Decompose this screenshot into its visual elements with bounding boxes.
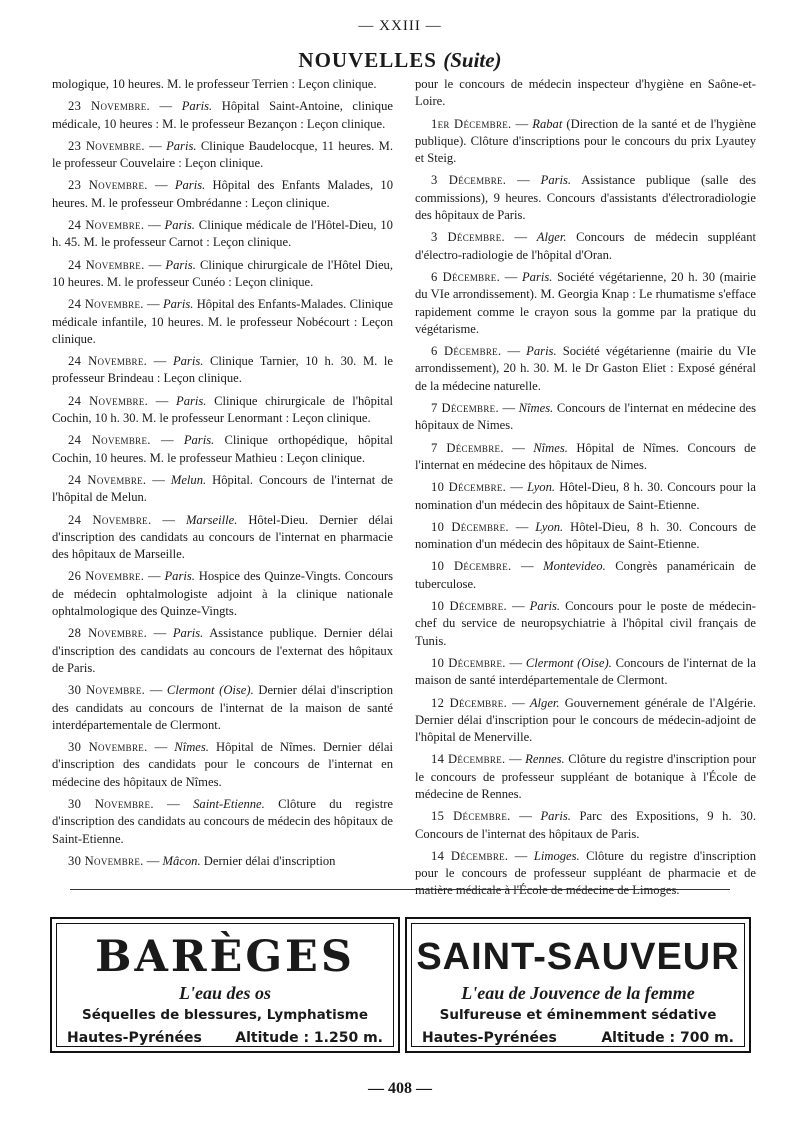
ad-bareges-desc: Séquelles de blessures, Lymphatisme [81, 1007, 369, 1023]
entry-text: Clinique chirurgicale de l'Hôtel Dieu, 10 heures. M. le professeur Cunéo : Leçon clinique. [52, 257, 394, 289]
news-entry: 30 Novembre. — Clermont (Oise). Dernier délai d'inscription des candidats au concours de l'internat de la maison de santé interdépartementale de Clermont. [52, 683, 393, 732]
news-entry: 26 Novembre. — Paris. Hospice des Quinze-Vingts. Concours de médecin ophtalmologiste adjoint à la clinique nationale ophtalmologique des Quinze-Vingts. [52, 569, 393, 619]
entry-text: Concours de médecin suppléant d'électro-radiologie de l'hôpital d'Oran. [415, 230, 757, 262]
news-entry: 10 Décembre. — Clermont (Oise). Concours de l'internat de la maison de santé interdépartementale de Clermont. [415, 655, 756, 688]
entry-text: Concours de l'internat en médecine des hôpitaux de Nimes. [415, 401, 757, 433]
entry-place: Nîmes. [533, 440, 568, 455]
entry-date: 24 Novembre. [68, 393, 149, 408]
entry-place: Montevideo. [543, 559, 606, 574]
entry-date: 10 Décembre. [431, 655, 506, 670]
entry-date: 1er Décembre. [431, 116, 512, 131]
entry-place: Paris. [181, 99, 213, 114]
entry-date: 30 Novembre. [68, 853, 144, 868]
entry-text: Clinique médicale de l'Hôtel-Dieu, 10 h. 45. M. le professeur Carnot : Leçon clinique. [52, 218, 393, 250]
page-number: — 408 — [368, 1080, 432, 1097]
entry-date: 12 Décembre. [431, 695, 508, 710]
entry-text: Hôpital Saint-Antoine, clinique médicale, 10 heures : M. le professeur Bezançon : Leçon clinique. [52, 99, 393, 131]
entry-date: 10 Décembre. [431, 519, 509, 534]
right-column [415, 76, 756, 905]
ad-bareges-slogan: L'eau des os [179, 983, 271, 1003]
entry-date: 30 Novembre. [68, 740, 148, 755]
entry-text: pour le concours de médecin inspecteur d'hygiène en Saône-et-Loire. [415, 77, 756, 109]
entry-place: Paris. [176, 393, 207, 408]
left-column [52, 76, 393, 875]
section-title-text: NOUVELLES [298, 48, 437, 72]
news-entry: 7 Décembre. — Nîmes. Hôpital de Nîmes. Concours de l'internat en médecine des hôpitaux de Nimes. [415, 440, 756, 472]
news-entry: 24 Novembre. — Paris. Clinique orthopédique, hôpital Cochin, 10 heures. M. le professeur Mathieu : Leçon clinique. [52, 433, 393, 465]
entry-place: Lyon. [535, 519, 564, 534]
entry-text: Clinique Tarnier, 10 h. 30. M. le professeur Brindeau : Leçon clinique. [52, 354, 394, 386]
entry-text: Congrès panaméricain de tuberculose. [415, 559, 756, 591]
entry-text: (Direction de la santé et de l'hygiène publique). Clôture d'inscriptions pour le concours du prix Lyautey et Steig. [415, 116, 757, 166]
entry-date: 23 Novembre. [68, 138, 145, 153]
entry-date: 24 Novembre. [68, 257, 145, 272]
news-entry: 6 Décembre. — Paris. Société végétarienne (mairie du VIe arrondissement), 20 h. 30. M. le Dr Gaston Eliet : Exposé général de la médecine naturelle. [415, 344, 756, 393]
news-entry: 24 Novembre. — Marseille. Hôtel-Dieu. Dernier délai d'inscription des candidats au concours de l'internat en pharmacie des hôpitaux de Marseille. [52, 512, 393, 562]
ad-bareges-title: BARÈGES [95, 932, 355, 982]
entry-place: Nîmes. [518, 401, 554, 416]
news-entry: 24 Novembre. — Paris. Clinique médicale de l'Hôtel-Dieu, 10 h. 45. M. le professeur Carnot : Leçon clinique. [52, 218, 393, 250]
news-entry: 30 Novembre. — Mâcon. Dernier délai d'inscription [68, 853, 336, 868]
entry-date: 10 Décembre. [431, 480, 507, 495]
entry-text: Hôpital des Enfants Malades, 10 heures. M. le professeur Ombrédanne : Leçon clinique. [52, 178, 393, 210]
entry-text: Clôture du registre d'inscription pour le concours de professeur suppléant de botanique à l'École de médecine de Rennes. [415, 752, 757, 801]
entry-date: 6 Décembre. [431, 269, 501, 284]
news-entry: 14 Décembre. — Limoges. Clôture du registre d'inscription pour le concours de professeur suppléant de pharmacie et de matière médicale à l'École de médecine de Limoges. [415, 848, 756, 898]
entry-text: Hôpital de Nîmes. Concours de l'internat en médecine des hôpitaux de Nimes. [415, 440, 756, 472]
entry-date: 23 Novembre. [68, 178, 148, 193]
entry-place: Paris. [540, 173, 572, 188]
ad-saint-sauveur-frame [411, 923, 745, 1047]
entry-date: 24 Novembre. [68, 472, 147, 487]
entry-text: Hôtel-Dieu, 8 h. 30. Concours pour la nomination d'un médecin des hôpitaux de Saint-Etienne. [415, 480, 757, 512]
news-entry: 24 Novembre. — Paris. Clinique Tarnier, 10 h. 30. M. le professeur Brindeau : Leçon clinique. [52, 354, 394, 386]
entry-text: Société végétarienne, 20 h. 30 (mairie du VIe arrondissement). M. Georgia Knap : Le rhumatisme s'efface rapidement comme le crayon sous la gomme par la pratique du végétarisme. [415, 269, 757, 336]
entry-place: Rennes. [525, 752, 565, 767]
entry-place: Paris. [165, 257, 196, 272]
entry-place: Paris. [526, 344, 557, 359]
news-entry: 23 Novembre. — Paris. Clinique Baudelocque, 11 heures. M. le professeur Couvelaire : Leçon clinique. [52, 138, 393, 171]
entry-text: mologique, 10 heures. M. le professeur Terrien : Leçon clinique. [52, 77, 377, 91]
ad-bareges-frame [56, 923, 394, 1047]
news-entry: 28 Novembre. — Paris. Assistance publique. Dernier délai d'inscription des candidats au concours de l'externat des hôpitaux de Paris. [52, 626, 394, 675]
entry-text: Concours pour le poste de médecin-chef du service de neuropsychiatrie à l'hôpital civil français de Tunis. [415, 599, 757, 648]
news-entry [52, 76, 393, 93]
entry-date: 14 Décembre. [431, 848, 509, 863]
entry-text: Clinique orthopédique, hôpital Cochin, 10 heures. M. le professeur Mathieu : Leçon clinique. [52, 433, 393, 465]
entry-place: Paris. [166, 138, 197, 153]
entry-place: Paris. [183, 433, 215, 448]
news-entry: 1er Décembre. — Rabat (Direction de la santé et de l'hygiène publique). Clôture d'inscriptions pour le concours du prix Lyautey et Steig. [415, 116, 757, 166]
news-entry: 23 Novembre. — Paris. Hôpital des Enfants Malades, 10 heures. M. le professeur Ombrédanne : Leçon clinique. [52, 178, 393, 210]
entry-date: 24 Novembre. [68, 354, 148, 369]
ad-bareges [50, 917, 400, 1053]
ad-saint-sauveur [405, 917, 751, 1053]
entry-date: 24 Novembre. [68, 433, 151, 448]
entry-date: 24 Novembre. [68, 218, 145, 233]
entry-date: 28 Novembre. [68, 626, 148, 641]
entry-place: Paris. [164, 569, 195, 584]
entry-text: Hôpital. Concours de l'internat de l'hôpital de Melun. [52, 472, 394, 505]
entry-place: Marseille. [185, 512, 238, 527]
entry-text: Concours de l'internat de la maison de santé interdépartementale de Clermont. [415, 655, 756, 688]
entry-date: 15 Décembre. [431, 809, 511, 824]
entry-place: Lyon. [527, 480, 556, 495]
entry-text: Parc des Expositions, 9 h. 30. Concours de l'internat des hôpitaux de Paris. [415, 809, 756, 841]
entry-date: 6 Décembre. [431, 344, 502, 359]
news-entry: 3 Décembre. — Paris. Assistance publique (salle des commissions), 9 heures. Concours d'assistants d'électroradiologie des hôpitaux de Paris. [415, 173, 756, 223]
entry-place: Paris. [540, 809, 571, 824]
ad-saint-sauveur-desc: Sulfureuse et éminemment sédative [439, 1007, 717, 1023]
news-entry: 30 Novembre. — Saint-Etienne. Clôture du registre d'inscription des candidats au concours de médecin des hôpitaux de Saint-Etienne. [52, 796, 393, 846]
entry-place: Paris. [162, 297, 194, 312]
entry-text: Dernier délai d'inscription [203, 853, 336, 868]
ad-bareges-region: Hautes-Pyrénées [67, 1030, 202, 1046]
ad-saint-sauveur-altitude: Altitude : 700 m. [601, 1030, 734, 1046]
entry-text: Gouvernement générale de l'Algérie. Dernier délai d'inscription pour le concours de médecin-adjoint de l'hôpital de Menerville. [415, 695, 757, 745]
entry-place: Nîmes. [174, 740, 209, 755]
entry-text: Dernier délai d'inscription des candidats au concours de l'internat de la maison de santé interdépartementale de Clermont. [52, 683, 393, 732]
news-entry: 23 Novembre. — Paris. Hôpital Saint-Antoine, clinique médicale, 10 heures : M. le professeur Bezançon : Leçon clinique. [52, 99, 393, 131]
ad-bareges-footer [57, 1026, 393, 1046]
divider-rule [70, 889, 730, 890]
entry-text: Assistance publique (salle des commissions), 9 heures. Concours d'assistants d'électroradiologie des hôpitaux de Paris. [415, 173, 756, 223]
entry-date: 26 Novembre. [68, 569, 145, 584]
news-entry [415, 76, 756, 111]
ad-saint-sauveur-region: Hautes-Pyrénées [422, 1030, 557, 1046]
entry-place: Melun. [170, 472, 207, 487]
news-entry: 15 Décembre. — Paris. Parc des Expositions, 9 h. 30. Concours de l'internat des hôpitaux de Paris. [415, 809, 756, 841]
entry-date: 24 Novembre. [68, 512, 152, 527]
section-title [0, 48, 800, 73]
entry-place: Clermont (Oise). [166, 683, 254, 698]
entry-place: Saint-Etienne. [193, 796, 265, 811]
news-entry: 3 Décembre. — Alger. Concours de médecin suppléant d'électro-radiologie de l'hôpital d'Oran. [415, 230, 757, 262]
entry-date: 30 Novembre. [68, 796, 154, 811]
entry-text: Hôtel-Dieu. Dernier délai d'inscription des candidats au concours de l'internat en pharmacie des hôpitaux de Marseille. [52, 512, 393, 562]
news-entry: 24 Novembre. — Paris. Clinique chirurgicale de l'hôpital Cochin, 10 h. 30. M. le professeur Lenormant : Leçon clinique. [52, 393, 393, 426]
news-entry: 10 Décembre. — Lyon. Hôtel-Dieu, 8 h. 30. Concours de nomination d'un médecin des hôpitaux de Saint-Etienne. [415, 519, 757, 552]
entry-text: Clôture du registre d'inscription pour le concours de professeur suppléant de pharmacie et de matière médicale à l'École de médecine de Limoges. [415, 848, 756, 898]
entry-place: Paris. [172, 626, 204, 641]
ad-saint-sauveur-title: SAINT-SAUVEUR [416, 936, 740, 978]
roman-page-number: — XXIII — [358, 18, 442, 34]
ad-saint-sauveur-slogan: L'eau de Jouvence de la femme [461, 983, 695, 1003]
entry-place: Paris. [529, 599, 561, 614]
entry-date: 3 Décembre. [431, 230, 505, 245]
news-entry: 6 Décembre. — Paris. Société végétarienne, 20 h. 30 (mairie du VIe arrondissement). M. Georgia Knap : Le rhumatisme s'efface rapidement comme le crayon sous la gomme par la pratique du végétarisme. [415, 269, 757, 336]
entry-date: 14 Décembre. [431, 752, 506, 767]
entry-place: Limoges. [533, 848, 580, 863]
news-entry: 24 Novembre. — Melun. Hôpital. Concours de l'internat de l'hôpital de Melun. [52, 472, 394, 505]
entry-date: 24 Novembre. [68, 297, 144, 312]
entry-text: Hôpital des Enfants-Malades. Clinique médicale infantile, 10 heures. M. le professeur Nobécourt : Leçon clinique. [52, 297, 393, 346]
ad-saint-sauveur-footer [412, 1026, 744, 1046]
news-entry: 7 Décembre. — Nîmes. Concours de l'internat en médecine des hôpitaux de Nimes. [415, 401, 757, 433]
news-entry: 12 Décembre. — Alger. Gouvernement générale de l'Algérie. Dernier délai d'inscription pour le concours de médecin-adjoint de l'hôpital de Menerville. [415, 695, 757, 745]
news-entry: 10 Décembre. — Lyon. Hôtel-Dieu, 8 h. 30. Concours pour la nomination d'un médecin des hôpitaux de Saint-Etienne. [415, 480, 757, 512]
entry-text: Clôture du registre d'inscription des candidats au concours de médecin des hôpitaux de Saint-Etienne. [52, 796, 393, 846]
entry-text: Hospice des Quinze-Vingts. Concours de médecin ophtalmologiste adjoint à la clinique nationale ophtalmologique des Quinze-Vingts. [52, 569, 393, 619]
entry-place: Clermont (Oise). [525, 655, 612, 670]
entry-text: Assistance publique. Dernier délai d'inscription des candidats au concours de l'externat des hôpitaux de Paris. [52, 626, 394, 675]
entry-date: 30 Novembre. [68, 683, 146, 698]
entry-date: 10 Décembre. [431, 599, 507, 614]
entry-date: 10 Décembre. [431, 559, 512, 574]
entry-place: Alger. [529, 695, 560, 710]
entry-place: Paris. [174, 178, 206, 193]
entry-place: Paris. [521, 269, 553, 284]
entry-date: 7 Décembre. [431, 401, 499, 416]
news-entry: 30 Novembre. — Nîmes. Hôpital de Nîmes. Dernier délai d'inscription des candidats pour le concours de l'internat en médecine des hôpitaux de Nîmes. [52, 740, 393, 789]
entry-place: Paris. [164, 218, 195, 233]
entry-text: Clinique chirurgicale de l'hôpital Cochin, 10 h. 30. M. le professeur Lenormant : Leçon clinique. [52, 393, 393, 426]
entry-date: 7 Décembre. [431, 440, 504, 455]
entry-date: 3 Décembre. [431, 173, 507, 188]
entry-text: Hôtel-Dieu, 8 h. 30. Concours de nomination d'un médecin des hôpitaux de Saint-Etienne. [415, 519, 757, 552]
news-entry: 24 Novembre. — Paris. Clinique chirurgicale de l'Hôtel Dieu, 10 heures. M. le professeur Cunéo : Leçon clinique. [52, 257, 394, 289]
ad-bareges-altitude: Altitude : 1.250 m. [235, 1030, 383, 1046]
entry-date: 23 Novembre. [68, 99, 150, 114]
section-title-suffix: (Suite) [443, 48, 502, 72]
entry-text: Société végétarienne (mairie du VIe arrondissement), 20 h. 30. M. le Dr Gaston Eliet : Exposé général de la médecine naturelle. [415, 344, 756, 393]
entry-place: Paris. [172, 354, 204, 369]
entry-text: Clinique Baudelocque, 11 heures. M. le professeur Couvelaire : Leçon clinique. [52, 138, 393, 171]
news-entry: 10 Décembre. — Paris. Concours pour le poste de médecin-chef du service de neuropsychiatrie à l'hôpital civil français de Tunis. [415, 599, 757, 648]
news-entry: 24 Novembre. — Paris. Hôpital des Enfants-Malades. Clinique médicale infantile, 10 heures. M. le professeur Nobécourt : Leçon clinique. [52, 297, 393, 346]
entry-text: Hôpital de Nîmes. Dernier délai d'inscription des candidats pour le concours de l'internat en médecine des hôpitaux de Nîmes. [52, 740, 393, 789]
entry-place: Mâcon. [162, 853, 201, 868]
entry-place: Rabat [532, 116, 563, 131]
news-entry: 14 Décembre. — Rennes. Clôture du registre d'inscription pour le concours de professeur suppléant de botanique à l'École de médecine de Rennes. [415, 752, 757, 801]
news-entry: 10 Décembre. — Montevideo. Congrès panaméricain de tuberculose. [415, 559, 756, 591]
entry-place: Alger. [536, 230, 567, 245]
